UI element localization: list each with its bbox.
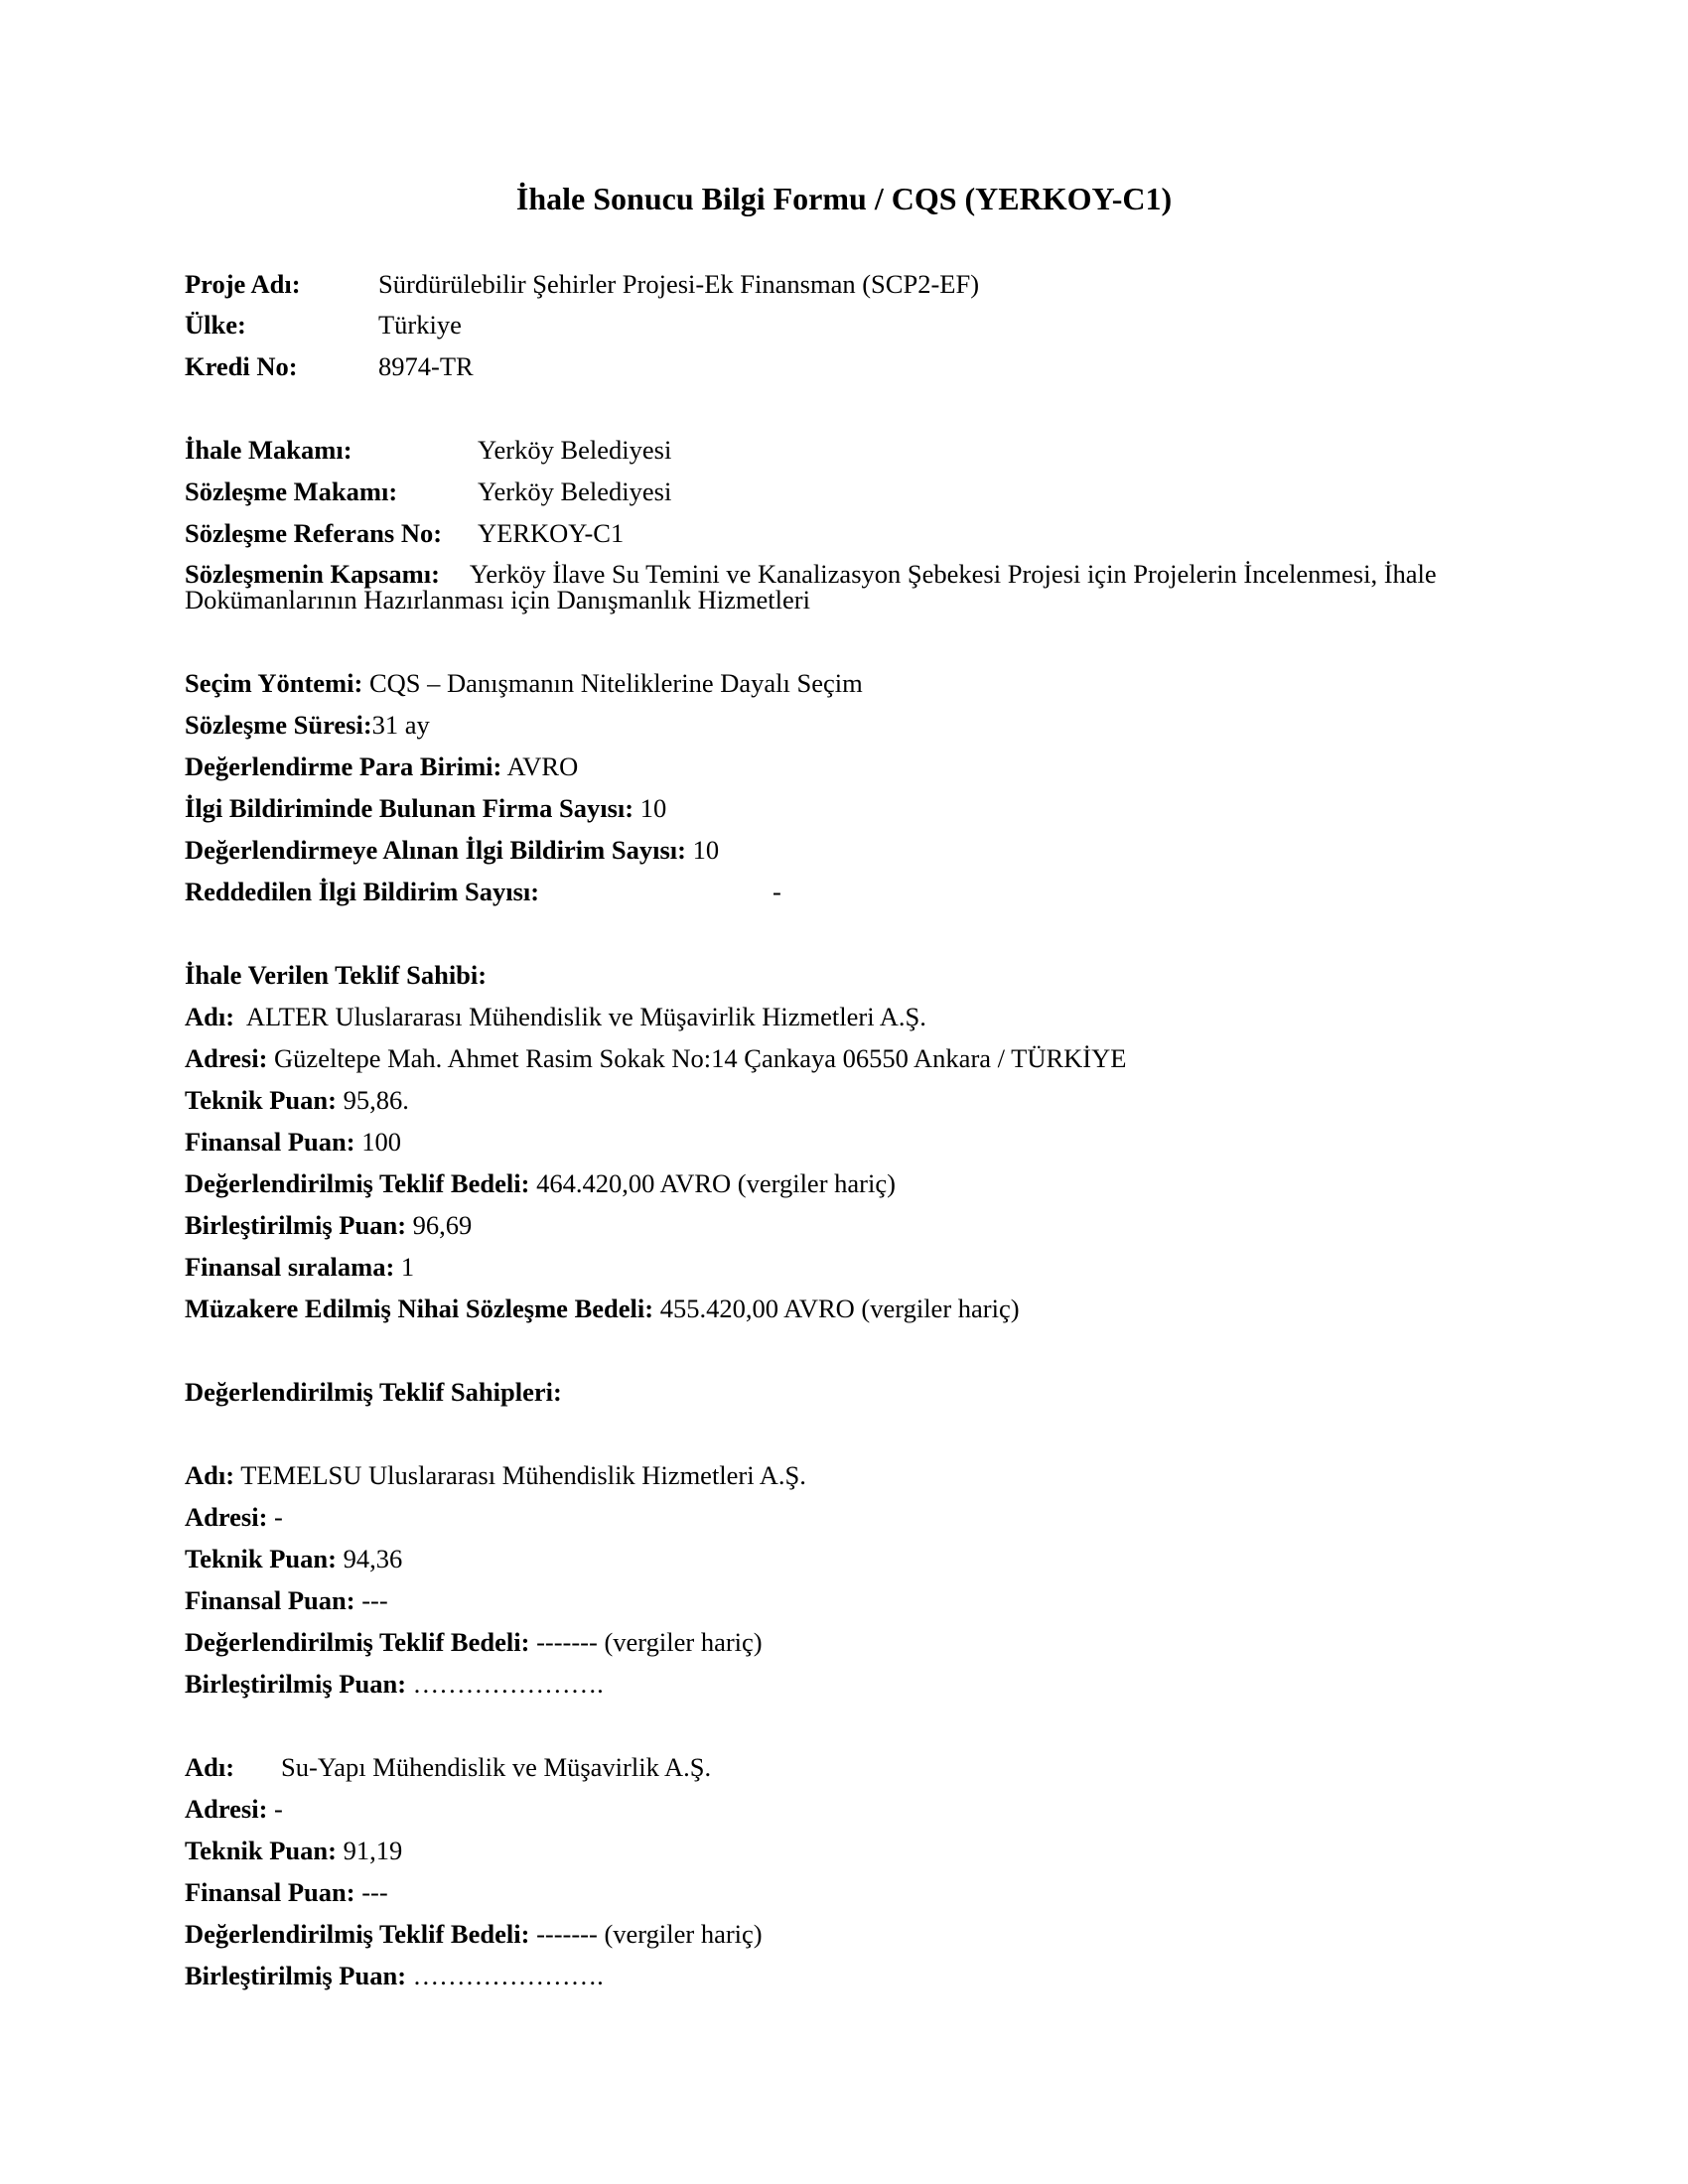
winner-financial-rank (185, 1251, 414, 1283)
firm-count-label: İlgi Bildiriminde Bulunan Firma Sayısı: (185, 793, 634, 823)
evaluation-currency-label: Değerlendirme Para Birimi: (185, 751, 502, 781)
winner-financial-score-value: 100 (361, 1127, 401, 1157)
winner-name-value: ALTER Uluslararası Mühendislik ve Müşavirlik Hizmetleri A.Ş. (245, 1002, 926, 1031)
winner-evaluated-bid-label: Değerlendirilmiş Teklif Bedeli: (185, 1168, 530, 1198)
bidder-name-value: Su-Yapı Mühendislik ve Müşavirlik A.Ş. (281, 1752, 712, 1782)
bidder-address (185, 1793, 283, 1825)
winner-evaluated-bid (185, 1167, 896, 1199)
evaluated-count-label: Değerlendirmeye Alınan İlgi Bildirim Sayısı: (185, 835, 686, 865)
evaluation-currency (185, 751, 578, 782)
bidder-evaluated-bid-label: Değerlendirilmiş Teklif Bedeli: (185, 1627, 530, 1657)
contract-scope-value: Yerköy İlave Su Temini ve Kanalizasyon Şebekesi Projesi için Projelerin İncelenmesi, İhale Dokümanlarının Hazırlanması için Danışmanlık Hizmetleri (185, 559, 1437, 614)
rejected-count-label: Reddedilen İlgi Bildirim Sayısı: (185, 877, 540, 906)
winner-final-price-label: Müzakere Edilmiş Nihai Sözleşme Bedeli: (185, 1294, 654, 1323)
winner-address-label: Adresi: (185, 1043, 268, 1073)
bidder-technical-score-value: 91,19 (343, 1836, 403, 1865)
winner-combined-score-value: 96,69 (412, 1210, 473, 1240)
selection-method (185, 667, 863, 699)
contract-ref-value: YERKOY-C1 (478, 518, 625, 548)
bidder-address (185, 1501, 283, 1533)
winner-financial-rank-value: 1 (400, 1252, 415, 1282)
bidder-financial-score-value: --- (361, 1877, 388, 1907)
credit-value: 8974-TR (378, 351, 474, 381)
winner-heading: İhale Verilen Teklif Sahibi: (185, 960, 488, 990)
winner-technical-score-label: Teknik Puan: (185, 1085, 337, 1115)
winner-financial-score-label: Finansal Puan: (185, 1127, 355, 1157)
tender-authority-value: Yerköy Belediyesi (478, 435, 672, 465)
evaluated-count (185, 834, 719, 866)
tender-authority-label: İhale Makamı: (185, 435, 352, 465)
bidder-financial-score (185, 1876, 388, 1908)
bidder-combined-score-label: Birleştirilmiş Puan: (185, 1961, 407, 1990)
winner-technical-score (185, 1084, 409, 1116)
evaluated-bidders-heading: Değerlendirilmiş Teklif Sahipleri: (185, 1377, 562, 1407)
country-value: Türkiye (378, 310, 462, 340)
bidder-combined-score-label: Birleştirilmiş Puan: (185, 1669, 407, 1699)
contract-scope-label: Sözleşmenin Kapsamı: (185, 559, 440, 589)
selection-method-value: CQS – Danışmanın Niteliklerine Dayalı Seçim (368, 668, 863, 698)
page-title: İhale Sonucu Bilgi Formu / CQS (YERKOY-C1) (515, 181, 1173, 216)
bidder-combined-score-value: …………………. (412, 1669, 604, 1699)
bidder-financial-score (185, 1584, 388, 1616)
contract-scope (185, 561, 1505, 613)
winner-financial-score (185, 1126, 401, 1158)
winner-final-price (185, 1293, 1020, 1324)
contract-authority-label: Sözleşme Makamı: (185, 477, 398, 506)
contract-duration (185, 709, 430, 741)
credit-label: Kredi No: (185, 351, 298, 381)
bidder-address-label: Adresi: (185, 1502, 268, 1532)
bidder-financial-score-label: Finansal Puan: (185, 1585, 355, 1615)
firm-count-value: 10 (639, 793, 667, 823)
project-name-value: Sürdürülebilir Şehirler Projesi-Ek Finansman (SCP2-EF) (378, 269, 980, 299)
bidder-technical-score (185, 1835, 402, 1866)
winner-final-price-value: 455.420,00 AVRO (vergiler hariç) (659, 1294, 1020, 1323)
bidder-evaluated-bid-value: ------- (vergiler hariç) (536, 1919, 763, 1949)
bidder-evaluated-bid (185, 1918, 763, 1950)
contract-authority-value: Yerköy Belediyesi (478, 477, 672, 506)
bidder-financial-score-value: --- (361, 1585, 388, 1615)
evaluated-count-value: 10 (692, 835, 720, 865)
bidder-technical-score (185, 1543, 402, 1574)
bidder-evaluated-bid-value: ------- (vergiler hariç) (536, 1627, 763, 1657)
bidder-technical-score-label: Teknik Puan: (185, 1836, 337, 1865)
evaluation-currency-value: AVRO (506, 751, 579, 781)
firm-count (185, 792, 666, 824)
rejected-count-value: - (773, 877, 781, 906)
country-label: Ülke: (185, 310, 246, 340)
bidder-technical-score-value: 94,36 (343, 1544, 403, 1573)
bidder-address-value: - (274, 1794, 283, 1824)
bidder-address-label: Adresi: (185, 1794, 268, 1824)
bidder-name (185, 1459, 806, 1491)
winner-name-label: Adı: (185, 1002, 235, 1031)
bidder-technical-score-label: Teknik Puan: (185, 1544, 337, 1573)
bidder-combined-score (185, 1668, 604, 1700)
project-name-label: Proje Adı: (185, 269, 301, 299)
bidder-evaluated-bid (185, 1626, 763, 1658)
bidder-name-value: TEMELSU Uluslararası Mühendislik Hizmetleri A.Ş. (240, 1460, 806, 1490)
bidder-combined-score (185, 1960, 604, 1991)
winner-address-value: Güzeltepe Mah. Ahmet Rasim Sokak No:14 Çankaya 06550 Ankara / TÜRKİYE (274, 1043, 1127, 1073)
winner-evaluated-bid-value: 464.420,00 AVRO (vergiler hariç) (536, 1168, 896, 1198)
winner-combined-score (185, 1209, 472, 1241)
bidder-evaluated-bid-label: Değerlendirilmiş Teklif Bedeli: (185, 1919, 530, 1949)
bidder-name-label: Adı: (185, 1460, 235, 1490)
contract-ref-label: Sözleşme Referans No: (185, 518, 443, 548)
bidder-combined-score-value: …………………. (412, 1961, 604, 1990)
winner-financial-rank-label: Finansal sıralama: (185, 1252, 395, 1282)
winner-name (185, 1001, 926, 1032)
bidder-address-value: - (274, 1502, 283, 1532)
winner-combined-score-label: Birleştirilmiş Puan: (185, 1210, 407, 1240)
selection-method-label: Seçim Yöntemi: (185, 668, 363, 698)
bidder-financial-score-label: Finansal Puan: (185, 1877, 355, 1907)
bidder-name-label: Adı: (185, 1752, 235, 1782)
winner-address (185, 1042, 1126, 1074)
contract-duration-label: Sözleşme Süresi: (185, 710, 372, 740)
winner-technical-score-value: 95,86. (343, 1085, 409, 1115)
contract-duration-value: 31 ay (371, 710, 430, 740)
